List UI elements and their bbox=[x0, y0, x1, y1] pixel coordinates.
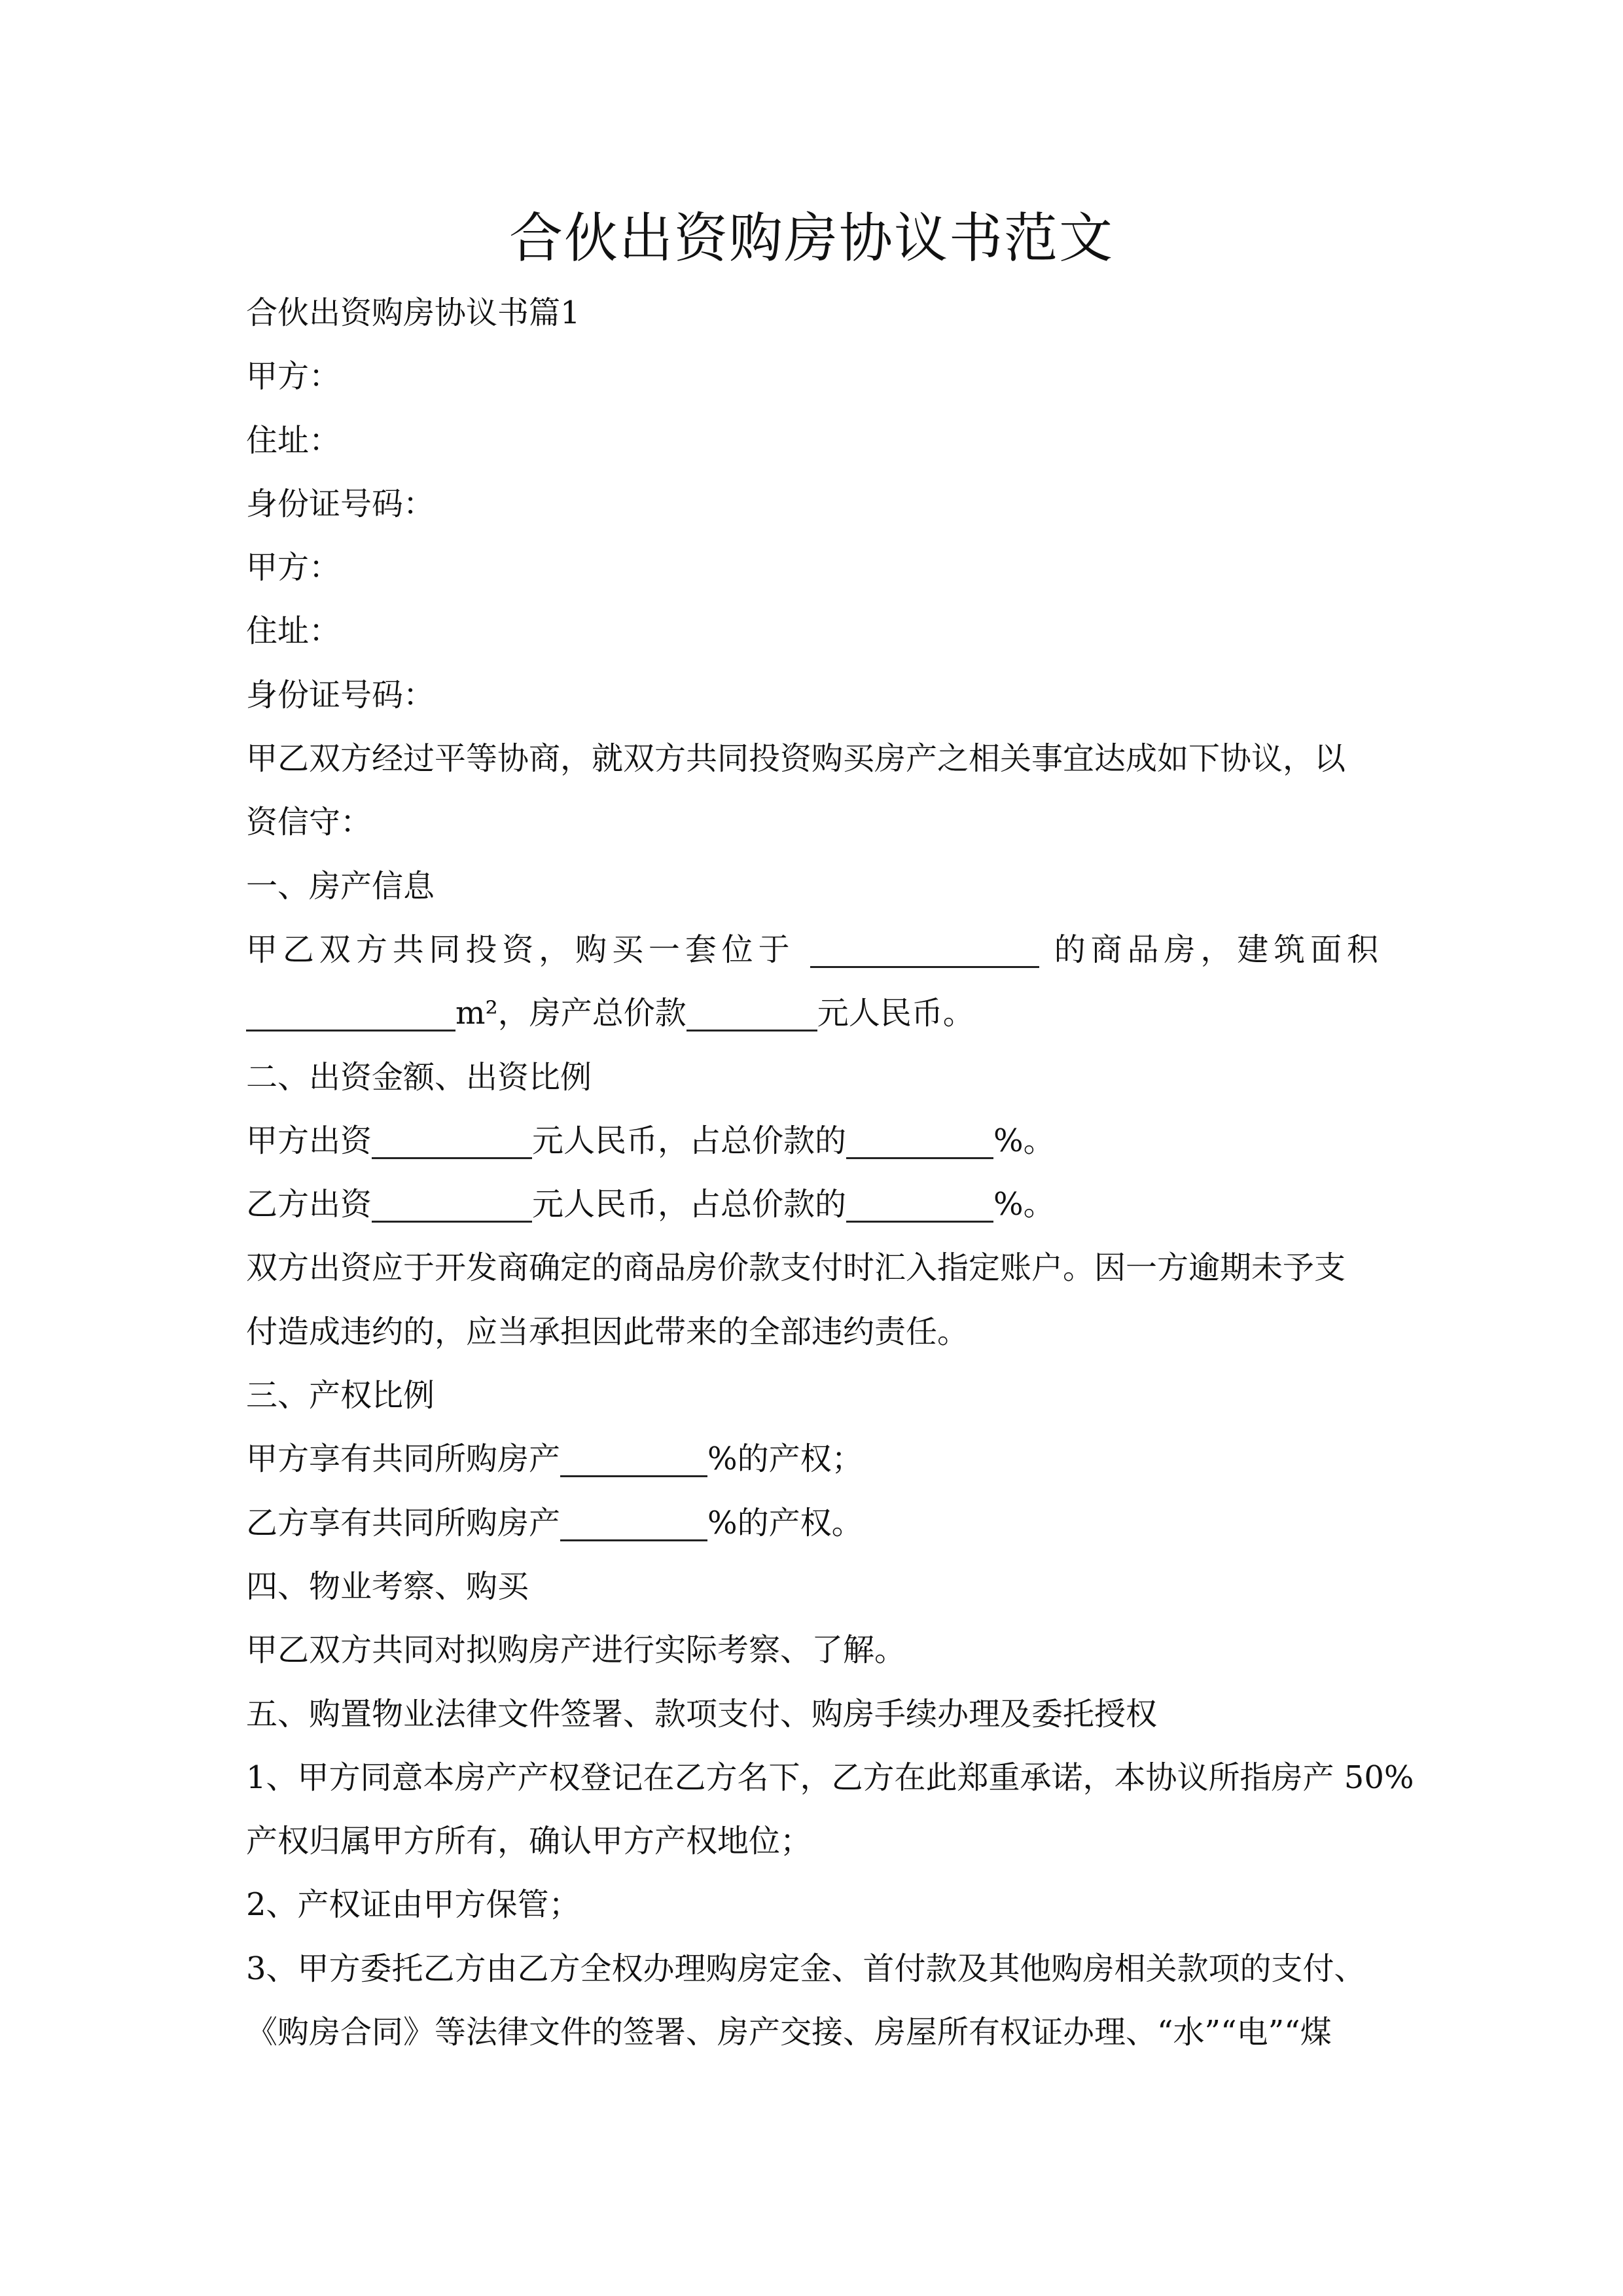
paragraph-line bbox=[246, 1427, 1378, 1491]
text: %。 bbox=[993, 1122, 1055, 1159]
fill-blank bbox=[560, 1500, 707, 1541]
paragraph-line bbox=[246, 1109, 1378, 1173]
text: 乙方出资 bbox=[246, 1186, 372, 1223]
text: 的商品房，建筑面积 bbox=[1054, 931, 1378, 968]
paragraph-line: 甲乙双方共同对拟购房产进行实际考察、了解。 bbox=[246, 1632, 906, 1669]
text: 甲乙双方共同投资，购买一套位于 bbox=[246, 931, 795, 968]
paragraph-line: 资信守： bbox=[246, 804, 372, 841]
fill-blank bbox=[846, 1118, 993, 1159]
paragraph-line bbox=[246, 1173, 1378, 1236]
text: %。 bbox=[993, 1186, 1055, 1223]
paragraph-line: 1、甲方同意本房产产权登记在乙方名下，乙方在此郑重承诺，本协议所指房产 50% bbox=[246, 1759, 1414, 1796]
text: 元人民币，占总价款的 bbox=[532, 1186, 847, 1223]
fill-blank bbox=[846, 1181, 993, 1223]
paragraph-line bbox=[246, 918, 1378, 982]
paragraph-line: 《购房合同》等法律文件的签署、房产交接、房屋所有权证办理、“水”“电”“煤 bbox=[246, 2014, 1332, 2051]
text: %的产权。 bbox=[707, 1504, 863, 1541]
paragraph-line: 2、产权证由甲方保管； bbox=[246, 1886, 580, 1924]
text: %的产权； bbox=[707, 1441, 863, 1478]
party-b-label: 甲方： bbox=[246, 549, 341, 586]
paragraph-line: 甲乙双方经过平等协商，就双方共同投资购买房产之相关事宜达成如下协议，以 bbox=[246, 740, 1346, 778]
id-number-label: 身份证号码： bbox=[246, 485, 435, 522]
paragraph-line bbox=[246, 1492, 1378, 1555]
document-body bbox=[246, 281, 1414, 2064]
text: 甲方享有共同所购房产 bbox=[246, 1441, 561, 1478]
id-number-label: 身份证号码： bbox=[246, 676, 435, 713]
paragraph-line bbox=[246, 982, 1378, 1045]
party-a-label: 甲方： bbox=[246, 358, 341, 395]
section-heading: 合伙出资购房协议书篇1 bbox=[246, 295, 580, 331]
clause-heading: 一、房产信息 bbox=[246, 867, 435, 905]
text: 乙方享有共同所购房产 bbox=[246, 1504, 561, 1541]
fill-blank bbox=[560, 1436, 707, 1477]
paragraph-line: 双方出资应于开发商确定的商品房价款支付时汇入指定账户。因一方逾期未予支 bbox=[246, 1249, 1346, 1287]
fill-blank bbox=[687, 990, 817, 1031]
clause-heading: 二、出资金额、出资比例 bbox=[246, 1058, 592, 1096]
text: 元人民币。 bbox=[817, 995, 974, 1032]
clause-heading: 四、物业考察、购买 bbox=[246, 1568, 529, 1605]
fill-blank bbox=[372, 1118, 532, 1159]
clause-heading: 五、购置物业法律文件签署、款项支付、购房手续办理及委托授权 bbox=[246, 1695, 1158, 1732]
text: 甲方出资 bbox=[246, 1122, 372, 1159]
paragraph-line: 产权归属甲方所有，确认甲方产权地位； bbox=[246, 1823, 812, 1860]
fill-blank bbox=[810, 927, 1039, 968]
document-title: 合伙出资购房协议书范文 bbox=[508, 207, 1114, 270]
paragraph-line: 3、甲方委托乙方由乙方全权办理购房定金、首付款及其他购房相关款项的支付、 bbox=[246, 1950, 1366, 1987]
clause-heading: 三、产权比例 bbox=[246, 1377, 435, 1414]
text: m²，房产总价款 bbox=[455, 995, 687, 1032]
text: 元人民币，占总价款的 bbox=[532, 1122, 847, 1159]
fill-blank bbox=[372, 1181, 532, 1223]
paragraph-line: 付造成违约的，应当承担因此带来的全部违约责任。 bbox=[246, 1313, 969, 1350]
address-label: 住址： bbox=[246, 613, 341, 650]
fill-blank bbox=[246, 990, 455, 1031]
address-label: 住址： bbox=[246, 422, 341, 459]
